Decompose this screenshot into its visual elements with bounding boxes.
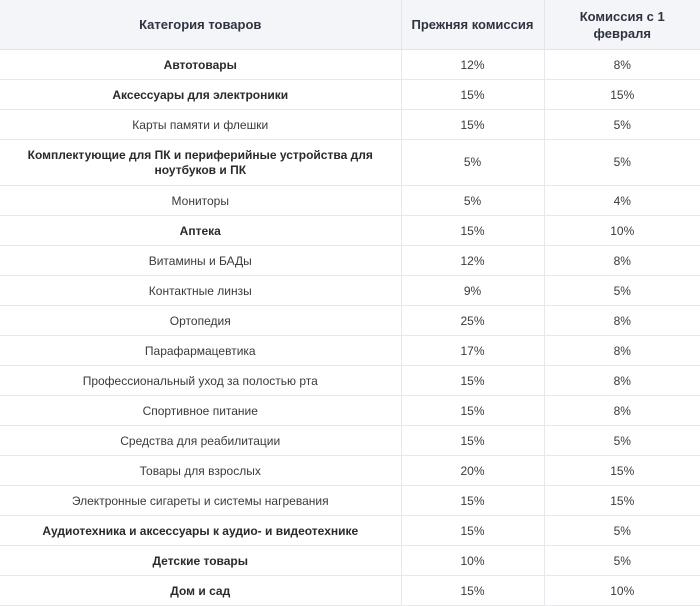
previous-commission-cell: 15% — [401, 110, 544, 140]
previous-commission-cell: 9% — [401, 276, 544, 306]
new-commission-cell: 5% — [544, 276, 700, 306]
category-cell: Спортивное питание — [0, 396, 401, 426]
table-row — [0, 366, 700, 396]
category-cell: Детские товары — [0, 546, 401, 576]
previous-commission-cell: 20% — [401, 456, 544, 486]
previous-commission-cell: 15% — [401, 486, 544, 516]
previous-commission-cell: 15% — [401, 516, 544, 546]
new-commission-cell: 8% — [544, 366, 700, 396]
previous-commission-cell: 12% — [401, 50, 544, 80]
previous-commission-cell: 15% — [401, 396, 544, 426]
header-category: Категория товаров — [0, 0, 401, 50]
previous-commission-cell: 25% — [401, 306, 544, 336]
previous-commission-cell: 15% — [401, 366, 544, 396]
category-cell: Комплектующие для ПК и периферийные устройства для ноутбуков и ПК — [0, 140, 401, 186]
table-header — [0, 0, 700, 50]
category-cell: Аксессуары для электроники — [0, 80, 401, 110]
new-commission-cell: 15% — [544, 456, 700, 486]
category-cell: Средства для реабилитации — [0, 426, 401, 456]
new-commission-cell: 5% — [544, 140, 700, 186]
table-row — [0, 246, 700, 276]
previous-commission-cell: 12% — [401, 246, 544, 276]
previous-commission-cell: 5% — [401, 186, 544, 216]
category-cell: Профессиональный уход за полостью рта — [0, 366, 401, 396]
category-cell: Контактные линзы — [0, 276, 401, 306]
category-cell: Ортопедия — [0, 306, 401, 336]
new-commission-cell: 10% — [544, 216, 700, 246]
new-commission-cell: 5% — [544, 516, 700, 546]
category-cell: Аптека — [0, 216, 401, 246]
previous-commission-cell: 15% — [401, 576, 544, 606]
table-row — [0, 80, 700, 110]
table-row — [0, 426, 700, 456]
new-commission-cell: 5% — [544, 110, 700, 140]
category-cell: Карты памяти и флешки — [0, 110, 401, 140]
new-commission-cell: 8% — [544, 396, 700, 426]
table-row — [0, 276, 700, 306]
table-row — [0, 186, 700, 216]
category-cell: Товары для взрослых — [0, 456, 401, 486]
previous-commission-cell: 5% — [401, 140, 544, 186]
previous-commission-cell: 15% — [401, 216, 544, 246]
category-cell: Мониторы — [0, 186, 401, 216]
new-commission-cell: 8% — [544, 306, 700, 336]
category-cell: Дом и сад — [0, 576, 401, 606]
category-cell: Аудиотехника и аксессуары к аудио- и видеотехнике — [0, 516, 401, 546]
table-row — [0, 516, 700, 546]
table-row — [0, 306, 700, 336]
category-cell: Парафармацевтика — [0, 336, 401, 366]
new-commission-cell: 15% — [544, 80, 700, 110]
category-cell: Витамины и БАДы — [0, 246, 401, 276]
table-row — [0, 216, 700, 246]
table-row — [0, 110, 700, 140]
table-row — [0, 576, 700, 606]
table-row — [0, 396, 700, 426]
new-commission-cell: 15% — [544, 486, 700, 516]
previous-commission-cell: 15% — [401, 80, 544, 110]
new-commission-cell: 8% — [544, 246, 700, 276]
header-previous-commission: Прежняя комиссия — [401, 0, 544, 50]
table-row — [0, 456, 700, 486]
new-commission-cell: 8% — [544, 50, 700, 80]
new-commission-cell: 5% — [544, 546, 700, 576]
table-row — [0, 336, 700, 366]
table-row — [0, 546, 700, 576]
header-new-commission: Комиссия с 1 февраля — [544, 0, 700, 50]
category-cell: Автотовары — [0, 50, 401, 80]
category-cell: Электронные сигареты и системы нагревания — [0, 486, 401, 516]
previous-commission-cell: 10% — [401, 546, 544, 576]
new-commission-cell: 8% — [544, 336, 700, 366]
previous-commission-cell: 15% — [401, 426, 544, 456]
previous-commission-cell: 17% — [401, 336, 544, 366]
table-body — [0, 50, 700, 606]
table-row — [0, 486, 700, 516]
new-commission-cell: 4% — [544, 186, 700, 216]
new-commission-cell: 5% — [544, 426, 700, 456]
table-row — [0, 50, 700, 80]
new-commission-cell: 10% — [544, 576, 700, 606]
table-row — [0, 140, 700, 186]
header-row — [0, 0, 700, 50]
